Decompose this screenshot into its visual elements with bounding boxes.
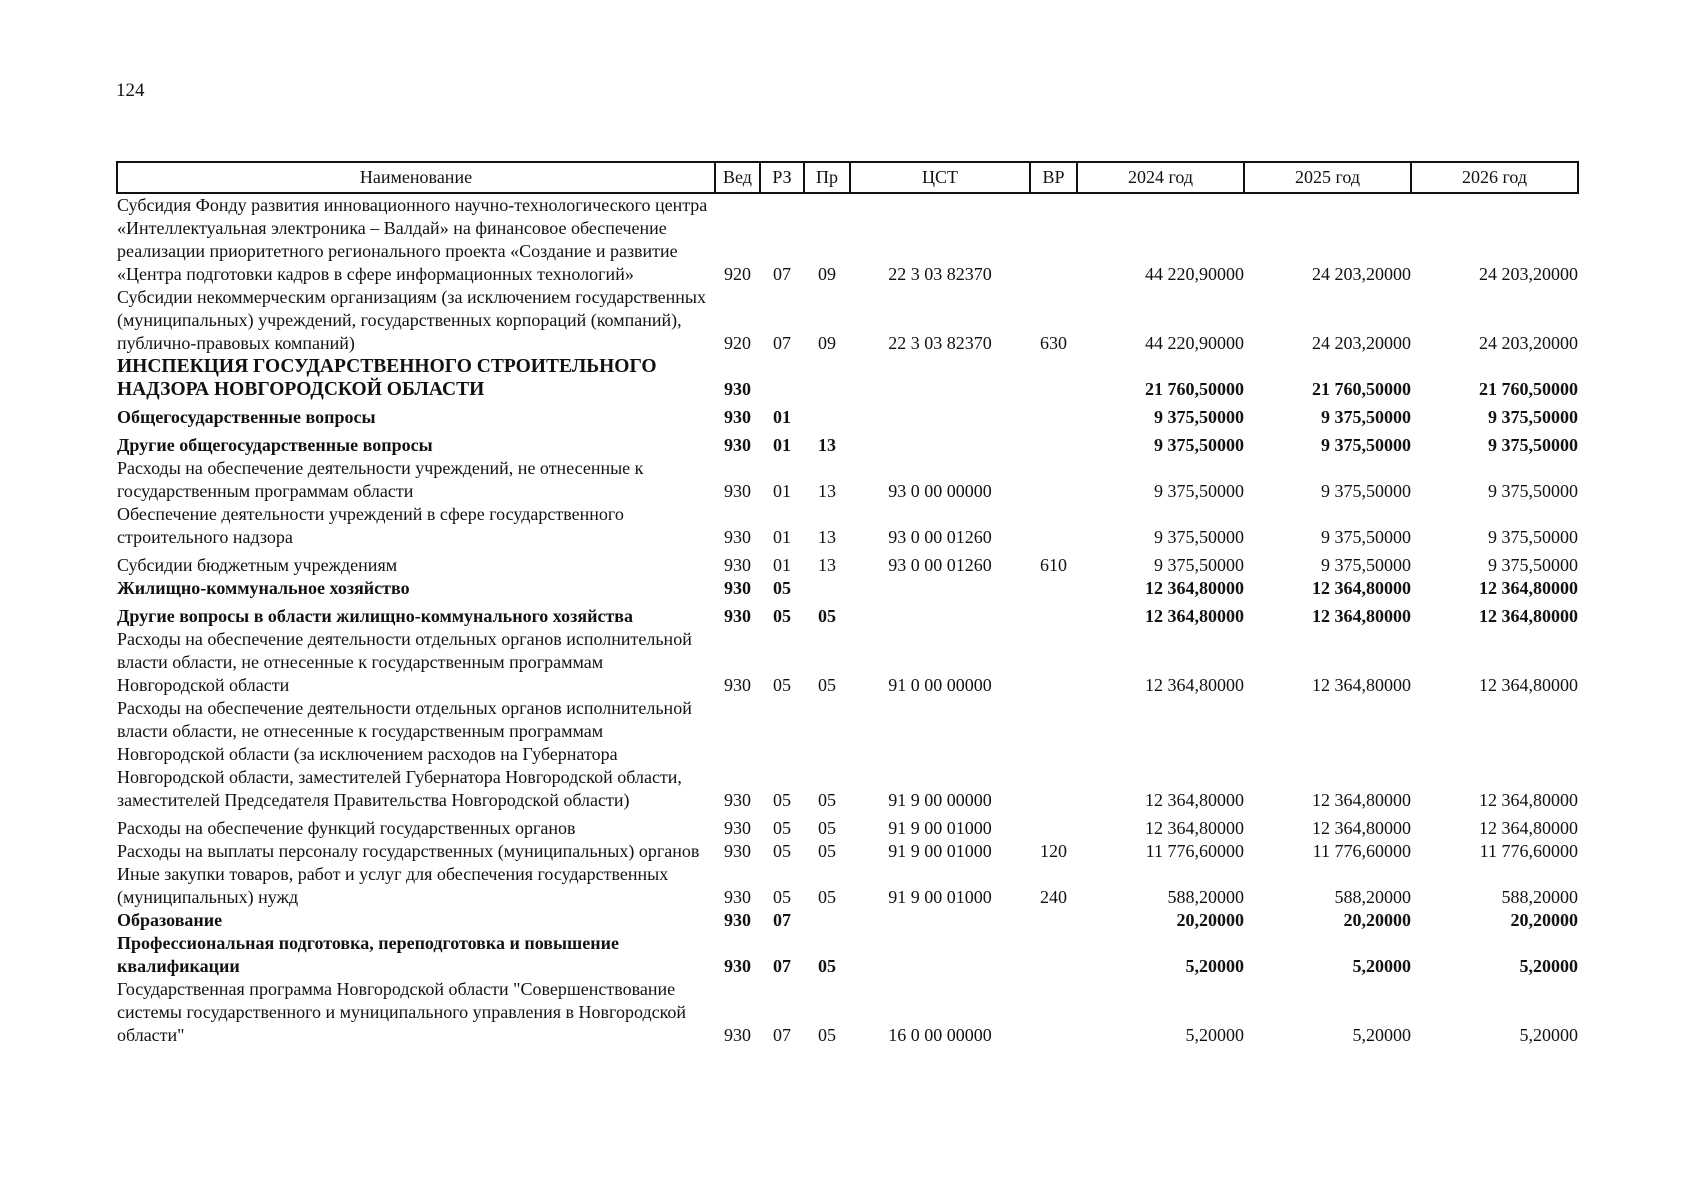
row-2026: 24 203,20000 xyxy=(1479,333,1578,353)
row-2025: 21 760,50000 xyxy=(1312,379,1411,399)
row-vr xyxy=(1030,812,1077,840)
row-2024: 5,20000 xyxy=(1185,956,1244,976)
row-pr xyxy=(804,577,850,600)
row-cst xyxy=(850,429,1030,457)
row-2024: 11 776,60000 xyxy=(1145,841,1244,861)
row-cst xyxy=(850,932,1030,978)
header-2024: 2024 год xyxy=(1077,162,1244,193)
row-vr: 610 xyxy=(1040,555,1067,575)
table-row xyxy=(117,577,1578,600)
row-cst xyxy=(850,600,1030,628)
row-rz: 01 xyxy=(773,555,791,575)
row-ved: 930 xyxy=(724,527,751,547)
table-row xyxy=(117,600,1578,628)
table-row xyxy=(117,355,1578,401)
row-vr xyxy=(1030,193,1077,286)
row-2024: 12 364,80000 xyxy=(1145,790,1244,810)
row-2026: 5,20000 xyxy=(1519,1025,1578,1045)
budget-table xyxy=(116,161,1579,1047)
row-name: Расходы на выплаты персоналу государственных (муниципальных) органов xyxy=(117,841,700,861)
row-vr: 240 xyxy=(1040,887,1067,907)
row-vr xyxy=(1030,401,1077,429)
row-name: Жилищно-коммунальное хозяйство xyxy=(117,578,410,598)
row-ved: 920 xyxy=(724,333,751,353)
table-row xyxy=(117,932,1578,978)
row-ved: 930 xyxy=(724,1025,751,1045)
row-2026: 9 375,50000 xyxy=(1488,435,1578,455)
row-2026: 12 364,80000 xyxy=(1479,606,1578,626)
row-2024: 5,20000 xyxy=(1185,1025,1244,1045)
row-2025: 9 375,50000 xyxy=(1321,527,1411,547)
row-ved: 930 xyxy=(724,606,751,626)
row-rz: 07 xyxy=(773,1025,791,1045)
row-2025: 5,20000 xyxy=(1352,1025,1411,1045)
row-2024: 12 364,80000 xyxy=(1145,675,1244,695)
row-cst: 91 9 00 01000 xyxy=(888,887,992,907)
row-pr: 05 xyxy=(818,1025,836,1045)
row-rz: 07 xyxy=(773,910,791,930)
row-pr: 09 xyxy=(818,333,836,353)
header-pr: Пр xyxy=(804,162,850,193)
row-2025: 588,20000 xyxy=(1334,887,1411,907)
row-2025: 12 364,80000 xyxy=(1312,790,1411,810)
row-2026: 12 364,80000 xyxy=(1479,790,1578,810)
row-2025: 12 364,80000 xyxy=(1312,578,1411,598)
table-row xyxy=(117,812,1578,840)
row-rz: 05 xyxy=(773,675,791,695)
header-ved: Вед xyxy=(715,162,760,193)
row-vr xyxy=(1030,600,1077,628)
row-name: Другие общегосударственные вопросы xyxy=(117,435,433,455)
row-pr: 05 xyxy=(818,818,836,838)
header-name: Наименование xyxy=(117,162,715,193)
header-vr: ВР xyxy=(1030,162,1077,193)
table-row xyxy=(117,978,1578,1047)
row-rz: 07 xyxy=(773,956,791,976)
row-cst: 22 3 03 82370 xyxy=(888,264,992,284)
row-rz: 05 xyxy=(773,887,791,907)
row-ved: 930 xyxy=(724,841,751,861)
row-ved: 930 xyxy=(724,555,751,575)
row-pr xyxy=(804,401,850,429)
row-2024: 44 220,90000 xyxy=(1145,333,1244,353)
row-2026: 588,20000 xyxy=(1501,887,1578,907)
row-ved: 930 xyxy=(724,675,751,695)
row-2024: 9 375,50000 xyxy=(1154,407,1244,427)
row-cst: 22 3 03 82370 xyxy=(888,333,992,353)
row-ved: 930 xyxy=(724,887,751,907)
row-cst xyxy=(850,355,1030,401)
row-name: Расходы на обеспечение деятельности отдельных органов исполнительной власти области, не отнесенные к государственным программам Новгородской области xyxy=(117,629,692,695)
row-vr xyxy=(1030,429,1077,457)
table-header-row xyxy=(117,162,1578,193)
row-name: ИНСПЕКЦИЯ ГОСУДАРСТВЕННОГО СТРОИТЕЛЬНОГО НАДЗОРА НОВГОРОДСКОЙ ОБЛАСТИ xyxy=(117,356,657,400)
row-2026: 11 776,60000 xyxy=(1479,841,1578,861)
row-2024: 21 760,50000 xyxy=(1145,379,1244,399)
row-name: Субсидии бюджетным учреждениям xyxy=(117,555,398,575)
row-ved: 930 xyxy=(724,818,751,838)
row-2025: 5,20000 xyxy=(1352,956,1411,976)
row-2026: 21 760,50000 xyxy=(1479,379,1578,399)
row-2025: 9 375,50000 xyxy=(1321,481,1411,501)
row-2026: 9 375,50000 xyxy=(1488,407,1578,427)
row-2026: 5,20000 xyxy=(1519,956,1578,976)
header-2025: 2025 год xyxy=(1244,162,1411,193)
row-2024: 12 364,80000 xyxy=(1145,818,1244,838)
row-ved: 930 xyxy=(724,379,751,399)
row-2025: 11 776,60000 xyxy=(1312,841,1411,861)
row-rz: 05 xyxy=(773,790,791,810)
row-2026: 24 203,20000 xyxy=(1479,264,1578,284)
table-row xyxy=(117,401,1578,429)
row-2026: 12 364,80000 xyxy=(1479,675,1578,695)
row-vr xyxy=(1030,697,1077,812)
row-cst: 93 0 00 01260 xyxy=(888,555,992,575)
row-pr: 05 xyxy=(818,790,836,810)
row-name: Профессиональная подготовка, переподготовка и повышение квалификации xyxy=(117,933,619,976)
row-2025: 9 375,50000 xyxy=(1321,555,1411,575)
table-row xyxy=(117,549,1578,577)
row-2024: 588,20000 xyxy=(1167,887,1244,907)
row-vr xyxy=(1030,978,1077,1047)
row-vr xyxy=(1030,577,1077,600)
row-2024: 44 220,90000 xyxy=(1145,264,1244,284)
row-pr xyxy=(804,909,850,932)
row-2025: 24 203,20000 xyxy=(1312,333,1411,353)
row-2024: 9 375,50000 xyxy=(1154,527,1244,547)
row-rz: 05 xyxy=(773,606,791,626)
table-row xyxy=(117,457,1578,503)
table-row xyxy=(117,429,1578,457)
row-2025: 20,20000 xyxy=(1343,910,1411,930)
table-row xyxy=(117,863,1578,909)
row-rz: 01 xyxy=(773,527,791,547)
row-2025: 12 364,80000 xyxy=(1312,675,1411,695)
row-pr: 05 xyxy=(818,887,836,907)
row-rz: 07 xyxy=(773,264,791,284)
row-rz: 01 xyxy=(773,407,791,427)
row-name: Государственная программа Новгородской области "Совершенствование системы государственного и муниципального управления в Новгородской области" xyxy=(117,979,687,1045)
row-2026: 9 375,50000 xyxy=(1488,555,1578,575)
row-name: Обеспечение деятельности учреждений в сфере государственного строительного надзора xyxy=(117,504,624,547)
table-row xyxy=(117,909,1578,932)
row-ved: 930 xyxy=(724,435,751,455)
header-2026: 2026 год xyxy=(1411,162,1578,193)
row-name: Общегосударственные вопросы xyxy=(117,407,376,427)
row-name: Расходы на обеспечение функций государственных органов xyxy=(117,818,576,838)
row-2026: 9 375,50000 xyxy=(1488,527,1578,547)
row-2024: 9 375,50000 xyxy=(1154,555,1244,575)
row-name: Иные закупки товаров, работ и услуг для обеспечения государственных (муниципальных) нужд xyxy=(117,864,669,907)
row-ved: 920 xyxy=(724,264,751,284)
row-2025: 9 375,50000 xyxy=(1321,435,1411,455)
row-rz: 01 xyxy=(773,435,791,455)
row-pr xyxy=(804,355,850,401)
row-rz xyxy=(760,355,804,401)
row-ved: 930 xyxy=(724,956,751,976)
row-rz: 01 xyxy=(773,481,791,501)
page-number: 124 xyxy=(116,80,145,101)
row-pr: 09 xyxy=(818,264,836,284)
row-vr xyxy=(1030,909,1077,932)
row-vr xyxy=(1030,503,1077,549)
row-vr xyxy=(1030,628,1077,697)
table-row xyxy=(117,193,1578,286)
row-cst: 16 0 00 00000 xyxy=(888,1025,992,1045)
row-name: Образование xyxy=(117,910,223,930)
row-ved: 930 xyxy=(724,578,751,598)
row-rz: 05 xyxy=(773,841,791,861)
row-2025: 12 364,80000 xyxy=(1312,818,1411,838)
row-pr: 05 xyxy=(818,675,836,695)
row-cst xyxy=(850,909,1030,932)
row-cst: 93 0 00 00000 xyxy=(888,481,992,501)
row-2024: 12 364,80000 xyxy=(1145,606,1244,626)
row-ved: 930 xyxy=(724,481,751,501)
row-2024: 20,20000 xyxy=(1176,910,1244,930)
row-pr: 13 xyxy=(818,435,836,455)
row-cst xyxy=(850,401,1030,429)
row-2026: 20,20000 xyxy=(1510,910,1578,930)
row-name: Другие вопросы в области жилищно-коммунального хозяйства xyxy=(117,606,634,626)
row-name: Расходы на обеспечение деятельности учреждений, не отнесенные к государственным программам области xyxy=(117,458,644,501)
row-ved: 930 xyxy=(724,910,751,930)
table-row xyxy=(117,503,1578,549)
row-cst: 91 0 00 00000 xyxy=(888,675,992,695)
row-vr xyxy=(1030,932,1077,978)
row-2025: 9 375,50000 xyxy=(1321,407,1411,427)
row-rz: 05 xyxy=(773,818,791,838)
row-cst: 91 9 00 01000 xyxy=(888,841,992,861)
table-row xyxy=(117,697,1578,812)
table-row xyxy=(117,628,1578,697)
table-row xyxy=(117,840,1578,863)
row-cst: 91 9 00 00000 xyxy=(888,790,992,810)
row-cst xyxy=(850,577,1030,600)
row-pr: 13 xyxy=(818,481,836,501)
row-cst: 93 0 00 01260 xyxy=(888,527,992,547)
row-2026: 12 364,80000 xyxy=(1479,578,1578,598)
row-name: Расходы на обеспечение деятельности отдельных органов исполнительной власти области, не отнесенные к государственным программам Новгородской области (за исключением расходов на Губернатора Новгородской области, заместителей Губернатора Новгородской области, заместителей Председателя Правительства Новгородской области) xyxy=(117,698,692,810)
row-vr xyxy=(1030,355,1077,401)
row-rz: 07 xyxy=(773,333,791,353)
row-name: Субсидия Фонду развития инновационного научно-технологического центра «Интеллектуальная электроника – Валдай» на финансовое обеспечение реализации приоритетного регионального проекта «Создание и развитие «Центра подготовки кадров в сфере информационных технологий» xyxy=(117,195,708,284)
row-vr: 630 xyxy=(1040,333,1067,353)
row-pr: 05 xyxy=(818,956,836,976)
row-2026: 12 364,80000 xyxy=(1479,818,1578,838)
row-2025: 24 203,20000 xyxy=(1312,264,1411,284)
row-vr xyxy=(1030,457,1077,503)
row-vr: 120 xyxy=(1040,841,1067,861)
row-ved: 930 xyxy=(724,407,751,427)
row-2026: 9 375,50000 xyxy=(1488,481,1578,501)
row-pr: 13 xyxy=(818,555,836,575)
row-pr: 13 xyxy=(818,527,836,547)
row-2024: 9 375,50000 xyxy=(1154,435,1244,455)
row-2024: 12 364,80000 xyxy=(1145,578,1244,598)
row-2024: 9 375,50000 xyxy=(1154,481,1244,501)
row-2025: 12 364,80000 xyxy=(1312,606,1411,626)
row-rz: 05 xyxy=(773,578,791,598)
row-ved: 930 xyxy=(724,790,751,810)
header-rz: РЗ xyxy=(760,162,804,193)
table-row xyxy=(117,286,1578,355)
row-pr: 05 xyxy=(818,606,836,626)
row-name: Субсидии некоммерческим организациям (за исключением государственных (муниципальных) учреждений, государственных корпораций (компаний), публично-правовых компаний) xyxy=(117,287,707,353)
row-pr: 05 xyxy=(818,841,836,861)
header-cst: ЦСТ xyxy=(850,162,1030,193)
row-cst: 91 9 00 01000 xyxy=(888,818,992,838)
